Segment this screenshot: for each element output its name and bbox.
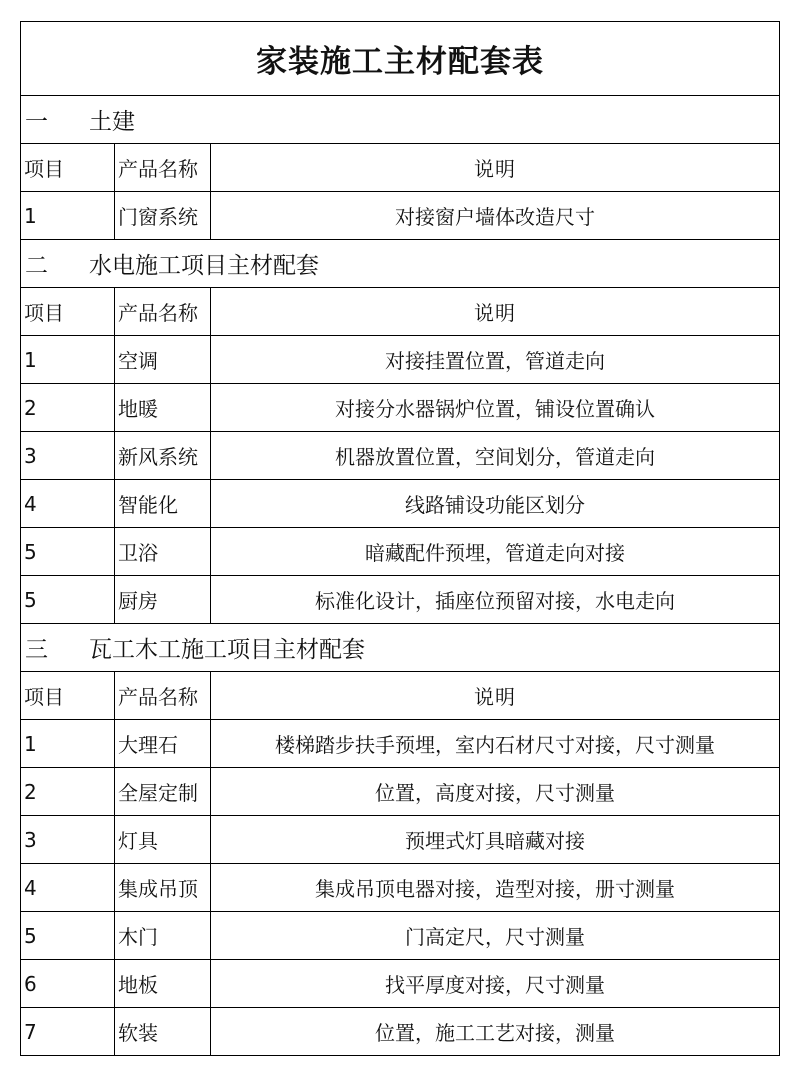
table-row bbox=[21, 1008, 780, 1056]
header-product: 产品名称 bbox=[115, 288, 211, 336]
table-row bbox=[21, 720, 780, 768]
material-table-body bbox=[21, 22, 780, 1056]
section-number: 二 bbox=[25, 253, 48, 279]
item-number: 2 bbox=[21, 384, 115, 432]
header-product: 产品名称 bbox=[115, 672, 211, 720]
item-number: 2 bbox=[21, 768, 115, 816]
section-heading bbox=[21, 240, 780, 288]
table-row bbox=[21, 960, 780, 1008]
header-item: 项目 bbox=[21, 144, 115, 192]
item-number: 5 bbox=[21, 912, 115, 960]
product-name: 地板 bbox=[115, 960, 211, 1008]
product-name: 地暖 bbox=[115, 384, 211, 432]
table-row bbox=[21, 576, 780, 624]
header-row bbox=[21, 672, 780, 720]
table-row bbox=[21, 816, 780, 864]
item-number: 3 bbox=[21, 816, 115, 864]
title-row bbox=[21, 22, 780, 96]
header-product: 产品名称 bbox=[115, 144, 211, 192]
description: 对接分水器锅炉位置，铺设位置确认 bbox=[211, 384, 780, 432]
description: 对接窗户墙体改造尺寸 bbox=[211, 192, 780, 240]
description: 位置，施工工艺对接，测量 bbox=[211, 1008, 780, 1056]
section-row bbox=[21, 96, 780, 144]
product-name: 集成吊顶 bbox=[115, 864, 211, 912]
product-name: 智能化 bbox=[115, 480, 211, 528]
table-row bbox=[21, 192, 780, 240]
table-row bbox=[21, 480, 780, 528]
item-number: 6 bbox=[21, 960, 115, 1008]
item-number: 1 bbox=[21, 336, 115, 384]
table-row bbox=[21, 528, 780, 576]
description: 机器放置位置，空间划分，管道走向 bbox=[211, 432, 780, 480]
description: 线路铺设功能区划分 bbox=[211, 480, 780, 528]
item-number: 1 bbox=[21, 192, 115, 240]
section-row bbox=[21, 240, 780, 288]
item-number: 4 bbox=[21, 480, 115, 528]
section-number: 一 bbox=[25, 109, 48, 135]
description: 预埋式灯具暗藏对接 bbox=[211, 816, 780, 864]
description: 找平厚度对接，尺寸测量 bbox=[211, 960, 780, 1008]
table-row bbox=[21, 336, 780, 384]
header-row bbox=[21, 144, 780, 192]
table-row bbox=[21, 384, 780, 432]
table-row bbox=[21, 768, 780, 816]
description: 集成吊顶电器对接，造型对接，册寸测量 bbox=[211, 864, 780, 912]
header-description: 说明 bbox=[211, 144, 780, 192]
section-name: 土建 bbox=[89, 109, 135, 135]
description: 楼梯踏步扶手预埋，室内石材尺寸对接，尺寸测量 bbox=[211, 720, 780, 768]
section-heading bbox=[21, 96, 780, 144]
description: 标准化设计，插座位预留对接，水电走向 bbox=[211, 576, 780, 624]
product-name: 灯具 bbox=[115, 816, 211, 864]
section-number: 三 bbox=[25, 637, 48, 663]
item-number: 3 bbox=[21, 432, 115, 480]
product-name: 门窗系统 bbox=[115, 192, 211, 240]
item-number: 5 bbox=[21, 576, 115, 624]
description: 位置，高度对接，尺寸测量 bbox=[211, 768, 780, 816]
description: 门高定尺，尺寸测量 bbox=[211, 912, 780, 960]
item-number: 7 bbox=[21, 1008, 115, 1056]
header-row bbox=[21, 288, 780, 336]
product-name: 厨房 bbox=[115, 576, 211, 624]
item-number: 5 bbox=[21, 528, 115, 576]
product-name: 全屋定制 bbox=[115, 768, 211, 816]
material-table bbox=[20, 21, 780, 1056]
description: 对接挂置位置，管道走向 bbox=[211, 336, 780, 384]
product-name: 新风系统 bbox=[115, 432, 211, 480]
page-title: 家装施工主材配套表 bbox=[21, 22, 780, 96]
section-heading bbox=[21, 624, 780, 672]
item-number: 4 bbox=[21, 864, 115, 912]
table-row bbox=[21, 864, 780, 912]
section-name: 瓦工木工施工项目主材配套 bbox=[89, 637, 365, 663]
table-row bbox=[21, 912, 780, 960]
product-name: 空调 bbox=[115, 336, 211, 384]
header-item: 项目 bbox=[21, 288, 115, 336]
header-item: 项目 bbox=[21, 672, 115, 720]
header-description: 说明 bbox=[211, 672, 780, 720]
section-name: 水电施工项目主材配套 bbox=[89, 253, 319, 279]
item-number: 1 bbox=[21, 720, 115, 768]
header-description: 说明 bbox=[211, 288, 780, 336]
product-name: 大理石 bbox=[115, 720, 211, 768]
product-name: 卫浴 bbox=[115, 528, 211, 576]
product-name: 木门 bbox=[115, 912, 211, 960]
product-name: 软装 bbox=[115, 1008, 211, 1056]
description: 暗藏配件预埋，管道走向对接 bbox=[211, 528, 780, 576]
table-row bbox=[21, 432, 780, 480]
section-row bbox=[21, 624, 780, 672]
